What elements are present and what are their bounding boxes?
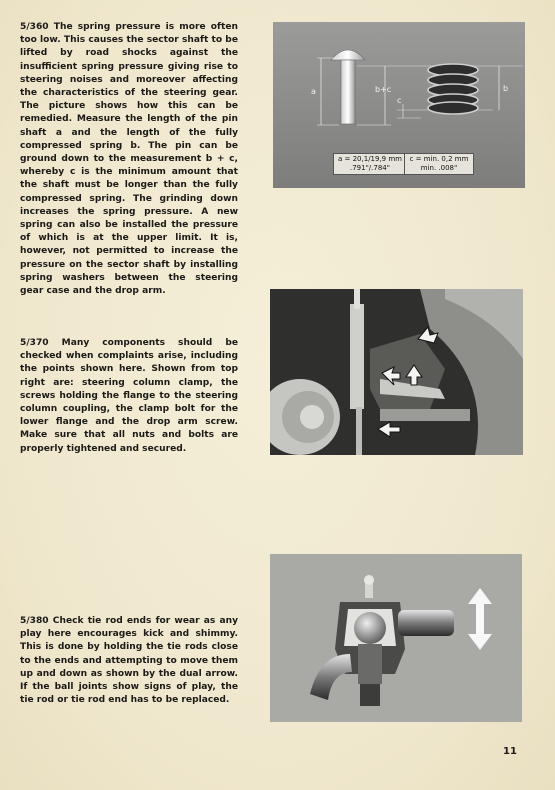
measurement-a-metric: a = 20,1/19,9 mm	[338, 155, 402, 163]
measurement-c-box	[404, 153, 474, 175]
section-body: Many components should be checked when complaints arise, including the points shown here. Shown from top right are: steering column clamp, the screws holding the flange to the steering column coupling, the clamp bolt for the lower flange and the drop arm screw. Make sure that all nuts and bolts are properly tightened and secured.	[20, 338, 238, 454]
measurement-a-imperial: .791"/.784"	[350, 164, 390, 172]
dim-a-label: a	[311, 87, 316, 96]
tie-rod-illustration	[270, 554, 522, 722]
section-code: 5/360	[20, 22, 49, 32]
page-number: 11	[503, 746, 517, 757]
dim-b-label: b	[503, 84, 509, 93]
section-5-380-text	[20, 615, 238, 707]
measurement-c-imperial: min. .008"	[420, 164, 458, 172]
measurement-a-box	[333, 153, 407, 175]
section-5-360-text	[20, 21, 238, 298]
section-5-370-text	[20, 337, 238, 456]
dim-c-label: c	[397, 96, 402, 105]
tie-rod-end-photo	[270, 554, 522, 722]
dim-bc-label: b+c	[375, 85, 392, 94]
pin-and-spring-photo	[273, 22, 525, 188]
steering-components-photo	[270, 289, 523, 455]
section-body: The spring pressure is more often too low. This causes the sector shaft to be lifted by road shocks against the insufficient spring pressure giving rise to steering noises and moreover affecting the characteristics of the steering gear. The picture shows how this can be remedied. Measure the length of the pin shaft a and the length of the fully compressed spring b. The pin can be ground down to the measurement b + c, whereby c is the minimum amount that the shaft must be longer than the fully compressed spring. The grinding down increases the spring pressure. A new spring can also be installed the pressure of which is at the upper limit. It is, however, not permitted to increase the pressure on the sector shaft by installing spring washers between the steering gear case and the drop arm.	[20, 22, 238, 297]
measurement-c-metric: c = min. 0,2 mm	[409, 155, 469, 163]
section-code: 5/380	[20, 616, 49, 626]
steering-illustration	[270, 289, 523, 455]
section-code: 5/370	[20, 338, 49, 348]
section-body: Check tie rod ends for wear as any play here encourages kick and shimmy. This is done by holding the tie rods close to the ends and attempting to move them up and down as shown by the dual arrow. If the ball joints show signs of play, the tie rod or tie rod end has to be replaced.	[20, 616, 238, 706]
